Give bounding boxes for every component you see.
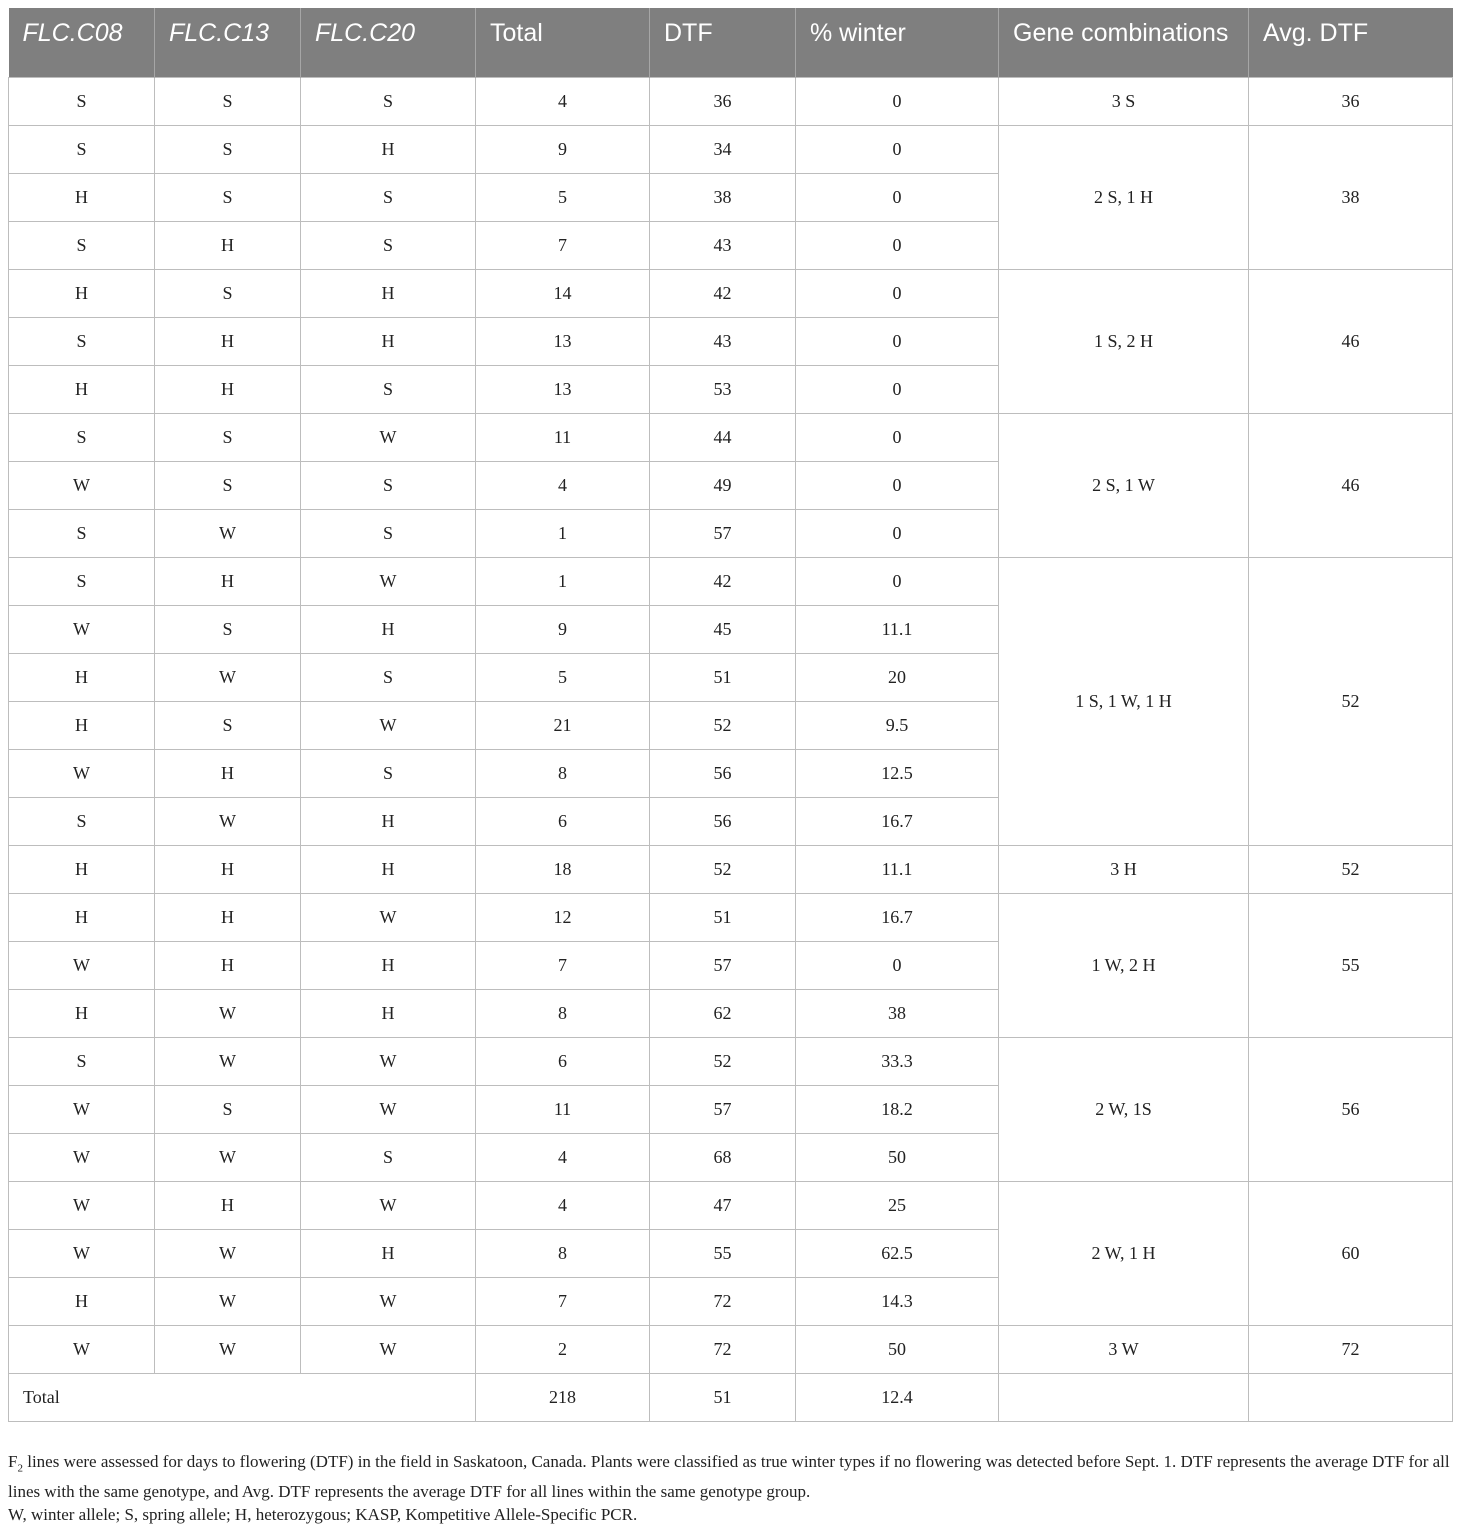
table-row — [9, 557, 1453, 605]
cell-flc-c20: S — [301, 461, 476, 509]
cell-percent-winter: 16.7 — [796, 893, 999, 941]
cell-total: 12 — [476, 893, 650, 941]
cell-dtf: 34 — [650, 125, 796, 173]
cell-percent-winter: 0 — [796, 125, 999, 173]
cell-flc-c20: H — [301, 125, 476, 173]
cell-dtf: 57 — [650, 941, 796, 989]
cell-gene-combination: 2 W, 1 H — [999, 1181, 1249, 1325]
cell-dtf: 57 — [650, 1085, 796, 1133]
cell-flc-c08: H — [9, 365, 155, 413]
cell-percent-winter: 0 — [796, 77, 999, 125]
cell-flc-c13: H — [155, 557, 301, 605]
footnote-abbreviations: W, winter allele; S, spring allele; H, heterozygous; KASP, Kompetitive Allele-Specific PCR. — [8, 1505, 638, 1525]
total-dtf: 51 — [650, 1373, 796, 1421]
cell-gene-combination: 2 S, 1 H — [999, 125, 1249, 269]
cell-dtf: 36 — [650, 77, 796, 125]
cell-flc-c08: W — [9, 1181, 155, 1229]
cell-flc-c20: S — [301, 77, 476, 125]
cell-total: 9 — [476, 605, 650, 653]
cell-total: 4 — [476, 461, 650, 509]
cell-total: 4 — [476, 77, 650, 125]
table-row — [9, 269, 1453, 317]
cell-flc-c20: S — [301, 749, 476, 797]
table-row — [9, 845, 1453, 893]
cell-dtf: 43 — [650, 221, 796, 269]
table-row — [9, 893, 1453, 941]
header-gene-combinations: Gene combinations — [999, 8, 1249, 77]
cell-flc-c08: S — [9, 317, 155, 365]
cell-flc-c20: W — [301, 701, 476, 749]
cell-flc-c13: W — [155, 509, 301, 557]
cell-percent-winter: 0 — [796, 317, 999, 365]
cell-percent-winter: 16.7 — [796, 797, 999, 845]
cell-avg-dtf: 46 — [1249, 269, 1453, 413]
cell-flc-c08: S — [9, 221, 155, 269]
cell-percent-winter: 0 — [796, 461, 999, 509]
cell-flc-c08: W — [9, 941, 155, 989]
total-row — [9, 1373, 1453, 1421]
cell-flc-c08: H — [9, 1277, 155, 1325]
cell-dtf: 68 — [650, 1133, 796, 1181]
header-total: Total — [476, 8, 650, 77]
cell-percent-winter: 12.5 — [796, 749, 999, 797]
cell-flc-c13: S — [155, 1085, 301, 1133]
cell-flc-c13: W — [155, 1325, 301, 1373]
cell-flc-c20: H — [301, 317, 476, 365]
cell-flc-c13: H — [155, 845, 301, 893]
cell-percent-winter: 14.3 — [796, 1277, 999, 1325]
cell-flc-c20: W — [301, 1181, 476, 1229]
cell-flc-c08: S — [9, 125, 155, 173]
cell-flc-c08: S — [9, 797, 155, 845]
cell-flc-c13: H — [155, 365, 301, 413]
cell-flc-c13: S — [155, 605, 301, 653]
cell-flc-c20: H — [301, 605, 476, 653]
cell-flc-c13: H — [155, 893, 301, 941]
cell-percent-winter: 25 — [796, 1181, 999, 1229]
cell-flc-c08: H — [9, 701, 155, 749]
cell-flc-c13: W — [155, 797, 301, 845]
cell-flc-c20: W — [301, 893, 476, 941]
cell-dtf: 51 — [650, 653, 796, 701]
cell-avg-dtf: 36 — [1249, 77, 1453, 125]
cell-percent-winter: 0 — [796, 557, 999, 605]
cell-total: 1 — [476, 509, 650, 557]
cell-flc-c08: W — [9, 1133, 155, 1181]
cell-dtf: 47 — [650, 1181, 796, 1229]
cell-flc-c20: S — [301, 173, 476, 221]
header-percent-winter: % winter — [796, 8, 999, 77]
cell-total: 8 — [476, 1229, 650, 1277]
cell-flc-c13: S — [155, 701, 301, 749]
cell-dtf: 56 — [650, 749, 796, 797]
cell-dtf: 38 — [650, 173, 796, 221]
cell-dtf: 52 — [650, 1037, 796, 1085]
cell-avg-dtf: 72 — [1249, 1325, 1453, 1373]
cell-flc-c20: S — [301, 653, 476, 701]
cell-percent-winter: 20 — [796, 653, 999, 701]
cell-percent-winter: 0 — [796, 173, 999, 221]
cell-total: 1 — [476, 557, 650, 605]
cell-flc-c13: S — [155, 125, 301, 173]
cell-flc-c13: W — [155, 989, 301, 1037]
cell-percent-winter: 50 — [796, 1133, 999, 1181]
cell-total: 11 — [476, 413, 650, 461]
cell-percent-winter: 18.2 — [796, 1085, 999, 1133]
cell-percent-winter: 0 — [796, 365, 999, 413]
cell-total: 8 — [476, 749, 650, 797]
cell-gene-combination: 1 W, 2 H — [999, 893, 1249, 1037]
cell-flc-c08: H — [9, 653, 155, 701]
cell-gene-combination: 1 S, 1 W, 1 H — [999, 557, 1249, 845]
cell-flc-c20: H — [301, 989, 476, 1037]
cell-gene-combination: 2 S, 1 W — [999, 413, 1249, 557]
cell-avg-dtf: 52 — [1249, 557, 1453, 845]
cell-dtf: 72 — [650, 1325, 796, 1373]
cell-percent-winter: 0 — [796, 509, 999, 557]
footnote-text: lines were assessed for days to flowering (DTF) in the field in Saskatoon, Canada. Plants were classified as true winter types if no flowering was detected before Sept. 1. DTF represents the average DTF for all lines with the same genotype, and Avg. DTF represents the average DTF for all lines within the same genotype group. — [8, 1452, 1450, 1502]
cell-flc-c20: H — [301, 1229, 476, 1277]
cell-flc-c08: H — [9, 173, 155, 221]
genotype-table — [8, 8, 1453, 1422]
header-dtf: DTF — [650, 8, 796, 77]
cell-dtf: 43 — [650, 317, 796, 365]
cell-flc-c20: W — [301, 1277, 476, 1325]
cell-flc-c20: W — [301, 413, 476, 461]
total-percent-winter: 12.4 — [796, 1373, 999, 1421]
cell-flc-c08: W — [9, 605, 155, 653]
cell-dtf: 62 — [650, 989, 796, 1037]
cell-flc-c08: S — [9, 509, 155, 557]
cell-percent-winter: 9.5 — [796, 701, 999, 749]
cell-percent-winter: 11.1 — [796, 845, 999, 893]
cell-flc-c20: W — [301, 1325, 476, 1373]
cell-flc-c20: H — [301, 269, 476, 317]
cell-gene-combination: 3 S — [999, 77, 1249, 125]
cell-gene-combination: 3 W — [999, 1325, 1249, 1373]
header-flc-c13: FLC.C13 — [155, 8, 301, 77]
cell-total: 9 — [476, 125, 650, 173]
cell-flc-c08: S — [9, 77, 155, 125]
cell-total: 4 — [476, 1181, 650, 1229]
cell-flc-c20: H — [301, 845, 476, 893]
cell-gene-combination: 2 W, 1S — [999, 1037, 1249, 1181]
total-sum: 218 — [476, 1373, 650, 1421]
cell-total: 6 — [476, 797, 650, 845]
cell-flc-c08: W — [9, 461, 155, 509]
cell-flc-c08: S — [9, 557, 155, 605]
cell-gene-combination: 3 H — [999, 845, 1249, 893]
header-avg-dtf: Avg. DTF — [1249, 8, 1453, 77]
cell-flc-c20: S — [301, 1133, 476, 1181]
cell-dtf: 52 — [650, 701, 796, 749]
table-row — [9, 77, 1453, 125]
table-row — [9, 1325, 1453, 1373]
cell-avg-dtf: 38 — [1249, 125, 1453, 269]
cell-total: 2 — [476, 1325, 650, 1373]
cell-flc-c13: S — [155, 461, 301, 509]
cell-avg-dtf: 52 — [1249, 845, 1453, 893]
cell-flc-c20: S — [301, 509, 476, 557]
cell-percent-winter: 0 — [796, 941, 999, 989]
cell-flc-c13: H — [155, 221, 301, 269]
cell-flc-c08: S — [9, 1037, 155, 1085]
cell-flc-c13: W — [155, 1277, 301, 1325]
cell-flc-c13: H — [155, 1181, 301, 1229]
cell-total: 21 — [476, 701, 650, 749]
cell-percent-winter: 0 — [796, 269, 999, 317]
cell-avg-dtf: 56 — [1249, 1037, 1453, 1181]
cell-percent-winter: 33.3 — [796, 1037, 999, 1085]
cell-flc-c20: W — [301, 1085, 476, 1133]
cell-total: 11 — [476, 1085, 650, 1133]
cell-flc-c13: S — [155, 173, 301, 221]
cell-flc-c20: H — [301, 797, 476, 845]
cell-flc-c20: W — [301, 1037, 476, 1085]
cell-flc-c08: H — [9, 845, 155, 893]
table-header — [9, 8, 1453, 77]
cell-total: 13 — [476, 365, 650, 413]
cell-flc-c08: W — [9, 1229, 155, 1277]
cell-total: 5 — [476, 653, 650, 701]
cell-flc-c08: H — [9, 893, 155, 941]
cell-gene-combination: 1 S, 2 H — [999, 269, 1249, 413]
cell-dtf: 55 — [650, 1229, 796, 1277]
footnote-description — [8, 1450, 1454, 1503]
cell-percent-winter: 0 — [796, 413, 999, 461]
cell-dtf: 45 — [650, 605, 796, 653]
table-row — [9, 413, 1453, 461]
cell-dtf: 72 — [650, 1277, 796, 1325]
cell-dtf: 53 — [650, 365, 796, 413]
cell-total: 7 — [476, 221, 650, 269]
header-flc-c20: FLC.C20 — [301, 8, 476, 77]
cell-avg-dtf: 60 — [1249, 1181, 1453, 1325]
cell-total: 7 — [476, 1277, 650, 1325]
cell-total: 6 — [476, 1037, 650, 1085]
cell-dtf: 51 — [650, 893, 796, 941]
cell-flc-c13: S — [155, 77, 301, 125]
cell-avg-dtf: 55 — [1249, 893, 1453, 1037]
cell-flc-c08: W — [9, 749, 155, 797]
cell-flc-c13: W — [155, 1229, 301, 1277]
cell-flc-c13: S — [155, 413, 301, 461]
footnote-subscript: 2 — [17, 1462, 23, 1475]
cell-total: 5 — [476, 173, 650, 221]
cell-flc-c08: W — [9, 1325, 155, 1373]
cell-flc-c20: S — [301, 365, 476, 413]
cell-flc-c13: H — [155, 317, 301, 365]
table-row — [9, 1181, 1453, 1229]
cell-flc-c13: H — [155, 941, 301, 989]
total-empty-cell — [999, 1373, 1249, 1421]
cell-total: 7 — [476, 941, 650, 989]
cell-flc-c20: H — [301, 941, 476, 989]
cell-dtf: 56 — [650, 797, 796, 845]
cell-flc-c13: W — [155, 1133, 301, 1181]
cell-flc-c13: W — [155, 1037, 301, 1085]
cell-percent-winter: 50 — [796, 1325, 999, 1373]
table-row — [9, 1037, 1453, 1085]
cell-flc-c13: H — [155, 749, 301, 797]
header-row — [9, 8, 1453, 77]
cell-dtf: 44 — [650, 413, 796, 461]
table-row — [9, 125, 1453, 173]
cell-total: 18 — [476, 845, 650, 893]
cell-flc-c13: W — [155, 653, 301, 701]
cell-flc-c20: S — [301, 221, 476, 269]
cell-dtf: 52 — [650, 845, 796, 893]
cell-flc-c08: S — [9, 413, 155, 461]
cell-avg-dtf: 46 — [1249, 413, 1453, 557]
cell-flc-c13: S — [155, 269, 301, 317]
cell-flc-c08: H — [9, 269, 155, 317]
cell-dtf: 42 — [650, 557, 796, 605]
cell-total: 14 — [476, 269, 650, 317]
table-body — [9, 77, 1453, 1421]
cell-dtf: 57 — [650, 509, 796, 557]
total-label: Total — [9, 1373, 476, 1421]
cell-flc-c08: W — [9, 1085, 155, 1133]
cell-percent-winter: 0 — [796, 221, 999, 269]
cell-dtf: 49 — [650, 461, 796, 509]
header-flc-c08: FLC.C08 — [9, 8, 155, 77]
cell-total: 8 — [476, 989, 650, 1037]
cell-dtf: 42 — [650, 269, 796, 317]
cell-total: 13 — [476, 317, 650, 365]
cell-total: 4 — [476, 1133, 650, 1181]
total-empty-cell — [1249, 1373, 1453, 1421]
cell-flc-c20: W — [301, 557, 476, 605]
cell-percent-winter: 38 — [796, 989, 999, 1037]
footnote-f: F — [8, 1452, 18, 1471]
cell-percent-winter: 11.1 — [796, 605, 999, 653]
table-container — [8, 8, 1452, 1422]
cell-percent-winter: 62.5 — [796, 1229, 999, 1277]
cell-flc-c08: H — [9, 989, 155, 1037]
table-footnotes — [8, 1450, 1454, 1526]
